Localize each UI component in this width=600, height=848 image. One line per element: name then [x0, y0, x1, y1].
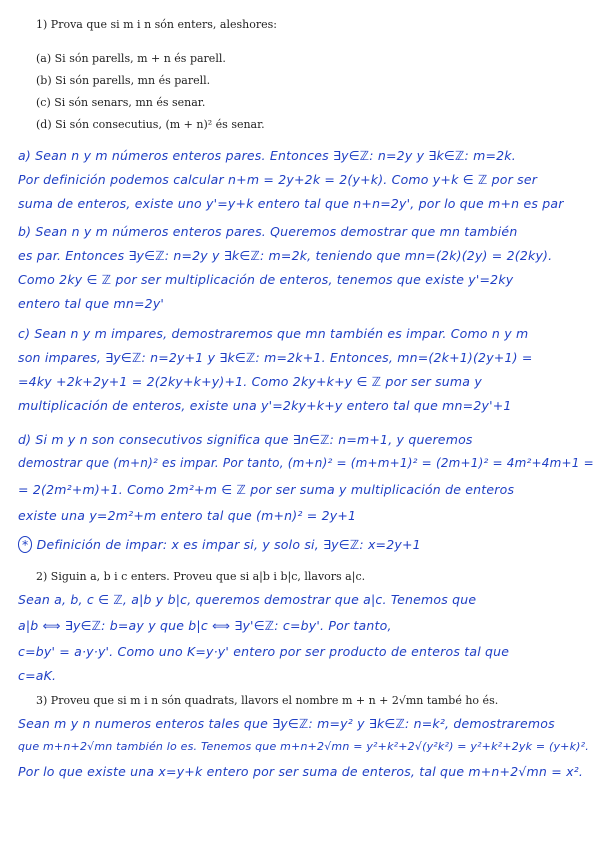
answer-a-line-2: Por definición podemos calcular n+m = 2y+2k = 2(y+k). Como y+k ∈ ℤ por ser: [18, 172, 538, 187]
problem-1-item-d: (d) Si són consecutius, (m + n)² és senar.: [36, 118, 265, 131]
answer-c-line-3: =4ky +2k+2y+1 = 2(2ky+k+y)+1. Como 2ky+k+y ∈ ℤ por ser suma y: [18, 374, 482, 389]
answer-a-line-3: suma de enteros, existe uno y'=y+k entero tal que n+n=2y', por lo que m+n es par: [18, 196, 564, 211]
answer-d-line-4: existe una y=2m²+m entero tal que (m+n)² = 2y+1: [18, 508, 357, 523]
footnote-text: Definición de impar: x es impar si, y solo si, ∃y∈ℤ: x=2y+1: [36, 537, 421, 552]
answer-b-line-4: entero tal que mn=2y': [18, 296, 165, 311]
problem-1-item-b: (b) Si són parells, mn és parell.: [36, 74, 211, 87]
answer-d-line-1: d) Si m y n son consecutivos significa que ∃n∈ℤ: n=m+1, y queremos: [18, 432, 473, 447]
problem-3-statement: 3) Proveu que si m i n són quadrats, llavors el nombre m + n + 2√mn també ho és.: [36, 694, 499, 707]
answer-d-line-3: = 2(2m²+m)+1. Como 2m²+m ∈ ℤ por ser suma y multiplicación de enteros: [18, 482, 515, 497]
answer-2-line-3: c=by' = a·y·y'. Como uno K=y·y' entero por ser producto de enteros tal que: [18, 644, 510, 659]
answer-3-line-1: Sean m y n numeros enteros tales que ∃y∈ℤ: m=y² y ∃k∈ℤ: n=k², demostraremos: [18, 716, 555, 731]
answer-b-line-3: Como 2ky ∈ ℤ por ser multiplicación de enteros, tenemos que existe y'=2ky: [18, 272, 514, 287]
answer-2-line-4: c=aK.: [18, 668, 57, 683]
problem-1-item-c: (c) Si són senars, mn és senar.: [36, 96, 206, 109]
problem-1-statement: 1) Prova que si m i n són enters, aleshores:: [36, 18, 277, 31]
answer-2-line-1: Sean a, b, c ∈ ℤ, a|b y b|c, queremos demostrar que a|c. Tenemos que: [18, 592, 477, 607]
answer-3-line-2: que m+n+2√mn también lo es. Tenemos que m+n+2√mn = y²+k²+2√(y²k²) = y²+k²+2yk = (y+k)².: [18, 740, 589, 753]
footnote-mark: *: [18, 536, 32, 553]
answer-b-line-1: b) Sean n y m números enteros pares. Queremos demostrar que mn también: [18, 224, 518, 239]
answer-c-line-1: c) Sean n y m impares, demostraremos que mn también es impar. Como n y m: [18, 326, 529, 341]
answer-a-line-1: a) Sean n y m números enteros pares. Entonces ∃y∈ℤ: n=2y y ∃k∈ℤ: m=2k.: [18, 148, 516, 163]
answer-3-line-3: Por lo que existe una x=y+k entero por ser suma de enteros, tal que m+n+2√mn = x².: [18, 764, 584, 779]
problem-2-statement: 2) Siguin a, b i c enters. Proveu que si a|b i b|c, llavors a|c.: [36, 570, 366, 583]
answer-c-line-2: son impares, ∃y∈ℤ: n=2y+1 y ∃k∈ℤ: m=2k+1. Entonces, mn=(2k+1)(2y+1) =: [18, 350, 533, 365]
answer-d-line-2: demostrar que (m+n)² es impar. Por tanto, (m+n)² = (m+m+1)² = (2m+1)² = 4m²+4m+1 =: [18, 456, 594, 470]
problem-1-item-a: (a) Si són parells, m + n és parell.: [36, 52, 226, 65]
answer-b-line-2: es par. Entonces ∃y∈ℤ: n=2y y ∃k∈ℤ: m=2k, teniendo que mn=(2k)(2y) = 2(2ky).: [18, 248, 553, 263]
answer-c-line-4: multiplicación de enteros, existe una y'=2ky+k+y entero tal que mn=2y'+1: [18, 398, 512, 413]
footnote: [18, 536, 421, 553]
answer-2-line-2: a|b ⟺ ∃y∈ℤ: b=ay y que b|c ⟺ ∃y'∈ℤ: c=by'. Por tanto,: [18, 618, 392, 633]
